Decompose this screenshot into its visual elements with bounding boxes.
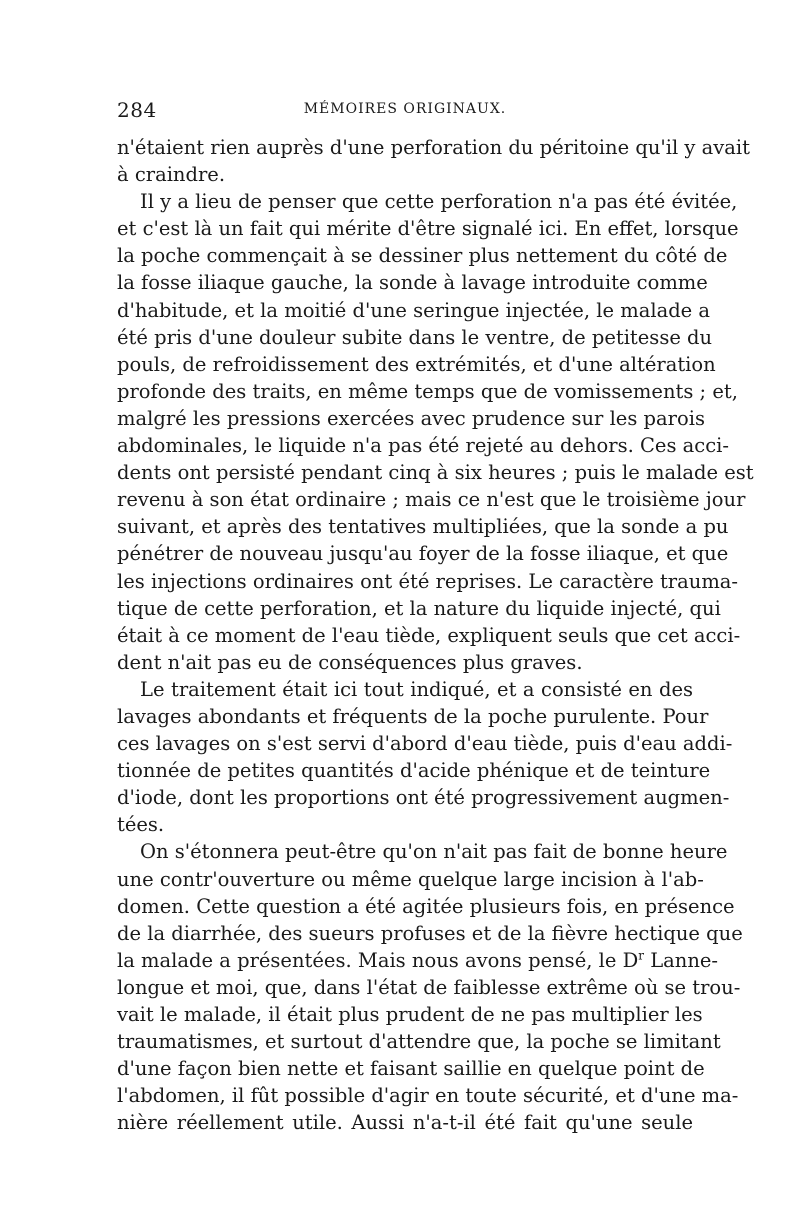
running-title: MÉMOIRES ORIGINAUX. xyxy=(303,101,507,117)
text-line: été pris d'une douleur subite dans le ventre, de petitesse du xyxy=(117,325,713,349)
text-line: d'une façon bien nette et faisant saillie en quelque point de xyxy=(117,1057,705,1081)
text-line: abdominales, le liquide n'a pas été rejeté au dehors. Ces acci- xyxy=(117,434,729,458)
text-line: à craindre. xyxy=(117,163,226,187)
text-line: Le traitement était ici tout indiqué, et a consisté en des xyxy=(140,677,693,701)
text-line: profonde des traits, en même temps que de vomissements ; et, xyxy=(117,379,738,403)
body-text xyxy=(117,134,754,1136)
text-line: était à ce moment de l'eau tiède, expliquent seuls que cet acci- xyxy=(117,623,741,647)
text-line: tique de cette perforation, et la nature du liquide injecté, qui xyxy=(117,596,721,620)
text-segment: Lanne- xyxy=(644,948,719,972)
text-line: et c'est là un fait qui mérite d'être signalé ici. En effet, lorsque xyxy=(117,217,739,241)
text-line: pouls, de refroidissement des extrémités, et d'une altération xyxy=(117,352,716,376)
text-line: de la diarrhée, des sueurs profuses et de la fièvre hectique que xyxy=(117,921,743,945)
text-line: lavages abondants et fréquents de la poche purulente. Pour xyxy=(117,704,709,728)
text-line: la poche commençait à se dessiner plus nettement du côté de xyxy=(117,244,728,268)
text-line: les injections ordinaires ont été reprises. Le caractère trauma- xyxy=(117,569,739,593)
text-line: malgré les pressions exercées avec prudence sur les parois xyxy=(117,406,705,430)
text-line: une contr'ouverture ou même quelque large incision à l'ab- xyxy=(117,867,704,891)
text-line: l'abdomen, il fût possible d'agir en toute sécurité, et d'une ma- xyxy=(117,1084,739,1108)
text-line: Il y a lieu de penser que cette perforation n'a pas été évitée, xyxy=(140,190,738,214)
text-line: traumatismes, et surtout d'attendre que, la poche se limitant xyxy=(117,1030,721,1054)
text-line: longue et moi, que, dans l'état de faiblesse extrême où se trou- xyxy=(117,975,741,999)
text-line-with-superscript xyxy=(117,947,719,974)
running-head xyxy=(117,98,693,126)
text-line: d'habitude, et la moitié d'une seringue injectée, le malade a xyxy=(117,298,711,322)
text-line: vait le malade, il était plus prudent de ne pas multiplier les xyxy=(117,1003,703,1026)
text-line: tées. xyxy=(117,813,165,837)
text-line: d'iode, dont les proportions ont été progressivement augmen- xyxy=(117,786,730,810)
text-line: domen. Cette question a été agitée plusieurs fois, en présence xyxy=(117,894,735,918)
text-line: suivant, et après des tentatives multipliées, que la sonde a pu xyxy=(117,515,729,539)
text-line: dent n'ait pas eu de conséquences plus graves. xyxy=(117,650,583,674)
text-line: pénétrer de nouveau jusqu'au foyer de la fosse iliaque, et que xyxy=(117,542,729,566)
text-line: nière réellement utile. Aussi n'a-t-il été fait qu'une seule xyxy=(117,1111,693,1135)
superscript: r xyxy=(638,948,644,963)
page-number: 284 xyxy=(117,98,157,122)
text-line: n'étaient rien auprès d'une perforation du péritoine qu'il y avait xyxy=(117,136,750,159)
text-segment: la malade a présentées. Mais nous avons pensé, le D xyxy=(117,948,639,972)
text-line: ces lavages on s'est servi d'abord d'eau tiède, puis d'eau addi- xyxy=(117,732,733,756)
text-line: la fosse iliaque gauche, la sonde à lavage introduite comme xyxy=(117,271,708,295)
text-line: revenu à son état ordinaire ; mais ce n'est que le troisième jour xyxy=(117,488,746,512)
text-line: dents ont persisté pendant cinq à six heures ; puis le malade est xyxy=(117,461,754,485)
text-line: On s'étonnera peut-être qu'on n'ait pas fait de bonne heure xyxy=(140,840,728,864)
text-line: tionnée de petites quantités d'acide phénique et de teinture xyxy=(117,759,711,783)
